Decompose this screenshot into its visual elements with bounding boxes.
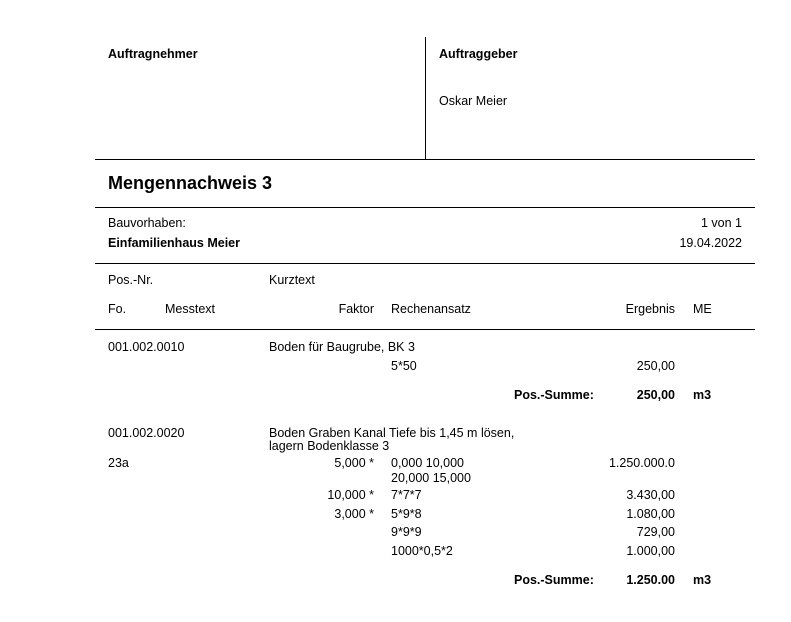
line-formula: 5*9*8 — [391, 507, 422, 521]
position-sum-label: Pos.-Summe: — [514, 573, 594, 587]
project-name: Einfamilienhaus Meier — [108, 236, 240, 250]
project-label: Bauvorhaben: — [108, 216, 186, 230]
title-rule — [95, 207, 755, 208]
column-me: ME — [693, 302, 712, 316]
column-kurztext: Kurztext — [269, 273, 315, 287]
position-kurztext-line-2: lagern Bodenklasse 3 — [269, 439, 390, 453]
position-sum: 250,00 — [636, 388, 675, 402]
line-result: 250,00 — [636, 359, 675, 373]
line-result: 3.430,00 — [626, 488, 675, 502]
header-rule — [95, 159, 755, 160]
line-formula: 0,000 10,000 — [391, 456, 464, 470]
line-factor: 3,000 * — [334, 507, 374, 521]
line-formula: 9*9*9 — [391, 525, 422, 539]
column-faktor: Faktor — [338, 302, 374, 316]
page-count: 1 von 1 — [700, 216, 742, 230]
column-messtext: Messtext — [165, 302, 216, 316]
line-formula-continued: 20,000 15,000 — [391, 471, 471, 485]
line-factor: 5,000 * — [334, 456, 374, 470]
project-rule — [95, 263, 755, 264]
columns-rule — [95, 329, 755, 330]
position-number: 001.002.0020 — [108, 426, 185, 440]
column-pos-nr: Pos.-Nr. — [108, 273, 154, 287]
position-kurztext: Boden für Baugrube, BK 3 — [269, 340, 415, 354]
document-date: 19.04.2022 — [679, 236, 742, 250]
line-formula: 1000*0,5*2 — [391, 544, 453, 558]
position-sum-label: Pos.-Summe: — [514, 388, 594, 402]
column-ergebnis: Ergebnis — [625, 302, 675, 316]
position-number: 001.002.0010 — [108, 340, 185, 354]
line-formula: 7*7*7 — [391, 488, 422, 502]
formula-code: 23a — [108, 456, 129, 470]
line-result: 1.080,00 — [626, 507, 675, 521]
position-sum: 1.250.00 — [626, 573, 675, 587]
position-unit: m3 — [693, 388, 712, 402]
column-fo: Fo. — [108, 302, 127, 316]
line-formula: 5*50 — [391, 359, 417, 373]
position-unit: m3 — [693, 573, 712, 587]
line-result: 1.250.000.0 — [608, 456, 675, 470]
client-label: Auftraggeber — [439, 47, 518, 61]
contractor-label: Auftragnehmer — [108, 47, 198, 61]
client-name: Oskar Meier — [439, 94, 508, 108]
header-divider — [425, 37, 426, 159]
line-factor: 10,000 * — [327, 488, 374, 502]
position-kurztext-line-1: Boden Graben Kanal Tiefe bis 1,45 m lösen, — [269, 426, 515, 440]
page-title: Mengennachweis 3 — [108, 173, 273, 193]
column-rechenansatz: Rechenansatz — [391, 302, 471, 316]
line-result: 1.000,00 — [626, 544, 675, 558]
line-result: 729,00 — [636, 525, 675, 539]
